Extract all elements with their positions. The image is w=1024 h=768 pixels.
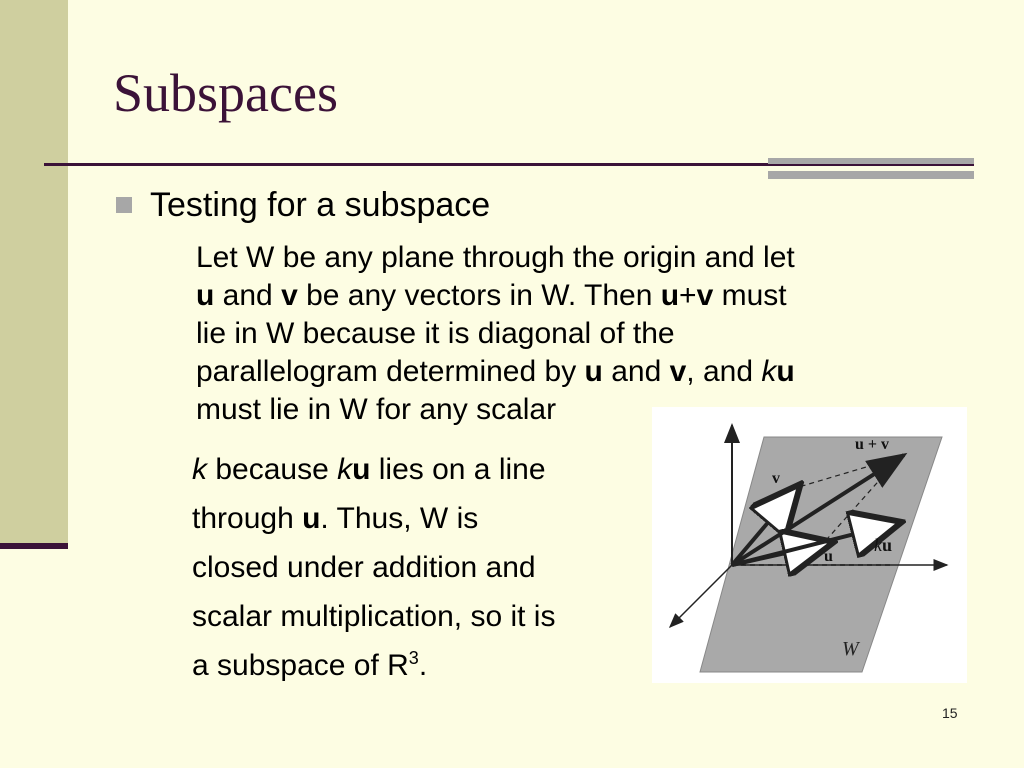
vector-v: v <box>669 355 687 388</box>
slide-number: 15 <box>942 705 958 721</box>
text-run: through <box>192 502 303 535</box>
plus-sign: + <box>679 279 697 312</box>
bullet-square-icon <box>116 197 132 213</box>
paragraph-line-7 <box>192 494 652 543</box>
paragraph-line-9 <box>192 592 652 641</box>
text-run: Let W be any plane through the origin and let <box>196 241 795 274</box>
vector-u: u <box>302 502 321 535</box>
text-run: must lie in W for any scalar <box>196 393 557 426</box>
label-ku-u: u <box>882 535 893 555</box>
paragraph-line-10 <box>192 641 652 690</box>
paragraph-line-2 <box>196 277 956 315</box>
paragraph-line-3 <box>196 315 956 353</box>
slide-title: Subspaces <box>113 63 338 123</box>
paragraph-line-6 <box>192 445 652 494</box>
vector-v: v <box>281 279 298 312</box>
text-run: . Thus, W is <box>320 502 479 535</box>
plane-vector-figure <box>652 407 967 683</box>
plane-diagram <box>652 407 967 683</box>
text-run: , and <box>686 355 762 388</box>
vector-u: u <box>776 355 795 388</box>
text-run: because <box>207 453 338 486</box>
vector-u: u <box>352 453 371 486</box>
text-run: lies on a line <box>370 453 546 486</box>
vector-u: u <box>660 279 680 312</box>
vector-u: u <box>584 355 603 388</box>
text-run: . <box>418 649 428 682</box>
label-u: u <box>824 548 833 565</box>
scalar-k: k <box>337 453 353 486</box>
text-run: and <box>602 355 670 388</box>
bullet-heading: Testing for a subspace <box>150 186 491 224</box>
paragraph-line-8 <box>192 543 652 592</box>
text-run: be any vectors in W. Then <box>297 279 661 312</box>
title-divider-accent-top <box>768 158 974 164</box>
body-paragraph <box>196 239 956 429</box>
label-v: v <box>772 470 780 487</box>
text-run: closed under addition and <box>192 551 536 584</box>
label-w: W <box>842 638 859 660</box>
exponent: 3 <box>408 648 419 668</box>
text-run: parallelogram determined by <box>196 355 585 388</box>
body-paragraph-continued <box>192 445 652 690</box>
scalar-k: k <box>761 355 777 388</box>
title-divider-accent-bottom <box>768 171 974 179</box>
text-run: a subspace of R <box>192 649 409 682</box>
label-u-plus-v: u + v <box>855 436 890 453</box>
text-run: must <box>713 279 787 312</box>
scalar-k: k <box>192 453 207 486</box>
vector-u: u <box>196 279 215 312</box>
vector-v: v <box>696 279 714 312</box>
left-sidebar-bar <box>0 0 68 548</box>
text-run: and <box>214 279 282 312</box>
paragraph-line-1 <box>196 239 956 277</box>
plane-w <box>700 437 942 672</box>
left-bar-underline <box>0 543 68 549</box>
paragraph-line-4 <box>196 353 956 391</box>
text-run: scalar multiplication, so it is <box>192 600 556 633</box>
label-ku-k: k <box>874 535 882 555</box>
label-ku <box>874 535 892 555</box>
text-run: lie in W because it is diagonal of the <box>196 317 675 350</box>
